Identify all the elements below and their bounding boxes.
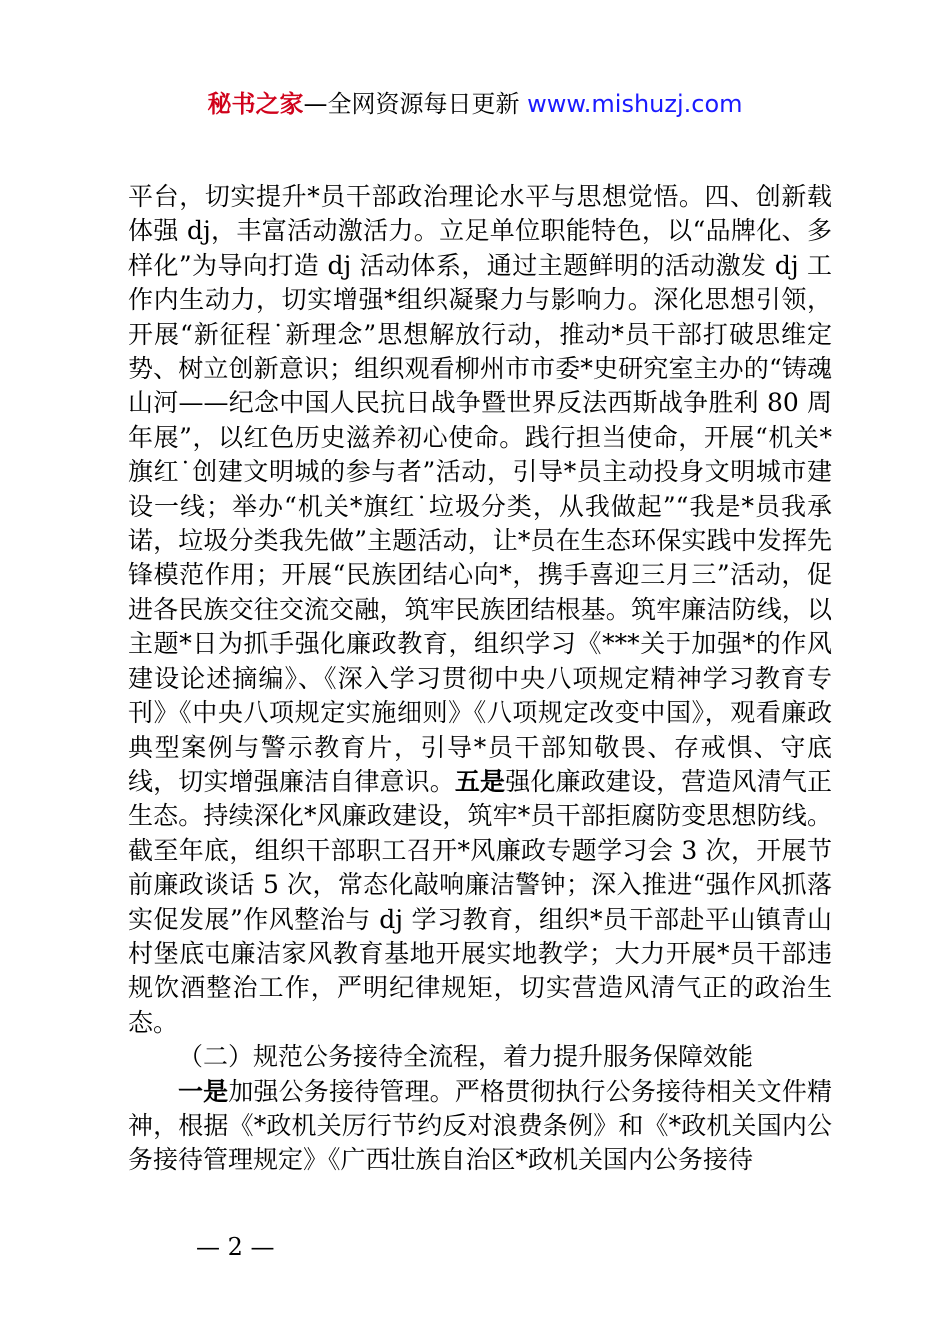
paragraph-text: 平台，切实提升*员干部政治理论水平与思想觉悟。四、创新载体强 dj，丰富活动激活力。立足单位职能特色，以“品牌化、多样化”为导向打造 dj 活动体系，通过主题鲜明的活动激发 dj 工作内生动力，切实增强*组织凝聚力与影响力。深化思想引领，开展“新征程˙新理念”思想解放行动，推动*员干部打破思维定势、树立创新意识；组织观看柳州市市委*史研究室主办的“铸魂山河——纪念中国人民抗日战争暨世界反法西斯战争胜利 80 周年展”，以红色历史滋养初心使命。践行担当使命，开展“机关*旗红˙创建文明城的参与者”活动，引导*员主动投身文明城市建设一线；举办“机关*旗红˙垃圾分类，从我做起”“我是*员我承诺，垃圾分类我先做”主题活动，让*员在生态环保实践中发挥先锋模范作用；开展“民族团结心向*，携手喜迎三月三”活动，促进各民族交往交流交融，筑牢民族团结根基。筑牢廉洁防线，以主题*日为抓手强化廉政教育，组织学习《***关于加强*的作风建设论述摘编》、《深入学习贯彻中央八项规定精神学习教育专刊》《中央八项规定实施细则》《八项规定改变中国》，观看廉政典型案例与警示教育片，引导*员干部知敬畏、存戒惧、守底线，切实增强廉洁自律意识。 — [128, 182, 832, 796]
item-marker-bold: 五是 — [454, 766, 506, 796]
item-marker-bold: 一是 — [178, 1076, 229, 1106]
document-body — [128, 180, 832, 1178]
site-banner — [0, 86, 950, 122]
paragraph-text: 强化廉政建设，营造风清气正生态。持续深化*风廉政建设，筑牢*员干部拒腐防变思想防线。截至年底，组织干部职工召开*风廉政专题学习会 3 次，开展节前廉政谈话 5 次，常态化敲响廉洁警钟；深入推进“强作风抓落实促发展”作风整治与 dj 学习教育，组织*员干部赴平山镇青山村堡底屯廉洁家风教育基地开展实地教学；大力开展*员干部违规饮酒整治工作，严明纪律规矩，切实营造风清气正的政治生态。 — [128, 766, 832, 1037]
body-paragraph — [128, 180, 832, 1040]
banner-slogan: —全网资源每日更新 — [303, 90, 528, 118]
page-number: — 2 — — [196, 1233, 275, 1261]
brand-name: 秘书之家 — [207, 90, 304, 118]
section-heading: （二）规范公务接待全流程，着力提升服务保障效能 — [178, 1042, 754, 1072]
site-url-link[interactable]: www.mishuzj.com — [527, 90, 743, 118]
body-paragraph — [128, 1075, 832, 1178]
paragraph-text: 加强公务接待管理。严格贯彻执行公务接待相关文件精神，根据《*政机关厉行节约反对浪费条例》和《*政机关国内公务接待管理规定》《广西壮族自治区*政机关国内公务接待 — [128, 1076, 832, 1175]
